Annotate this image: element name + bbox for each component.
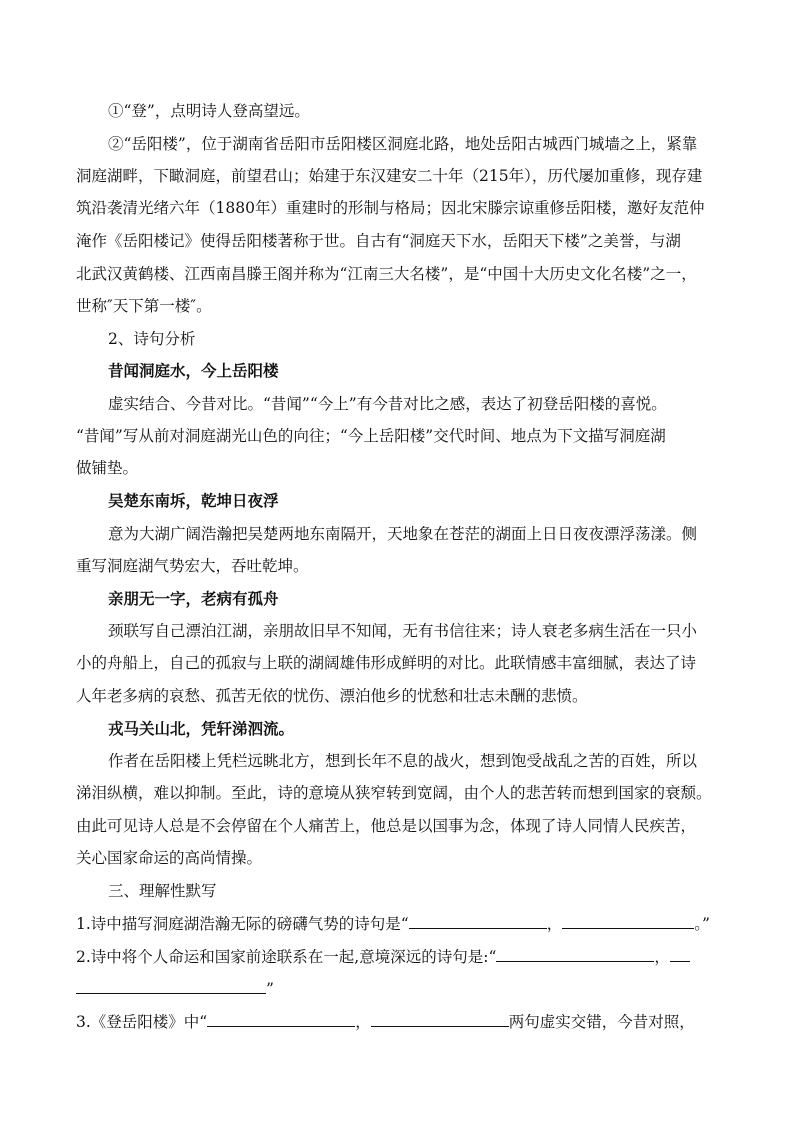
paragraph-line: 北武汉黄鹤楼、江西南昌滕王阁并称为“江南三大名楼”，是“中国十大历史文化名楼”之一， xyxy=(76,265,697,283)
note-1-deng: ①“登”，点明诗人登高望远。 xyxy=(108,102,310,120)
question-2-prompt: 2.诗中将个人命运和国家前途联系在一起,意境深远的诗句是:“ xyxy=(76,948,497,966)
question-2-continued xyxy=(76,977,716,1000)
paragraph-line: 人年老多病的哀愁、孤苦无依的忧伤、漂泊他乡的忧愁和壮志未酬的悲愤。 xyxy=(76,687,588,705)
paragraph-line: 世称″天下第一楼″。 xyxy=(76,297,212,315)
question-2-end: ” xyxy=(266,980,274,998)
question-3 xyxy=(76,1010,716,1033)
paragraph-line: 涕泪纵横，难以抑制。至此，诗的意境从狭窄转到宽阔，由个人的悲苦转而想到国家的衰颓。 xyxy=(76,784,712,802)
question-3-prompt: 3.《登岳阳楼》中“ xyxy=(76,1013,208,1031)
section-heading-analysis: 2、诗句分析 xyxy=(108,330,196,348)
answer-blank-1a[interactable] xyxy=(409,912,547,929)
answer-blank-3a[interactable] xyxy=(207,1010,355,1027)
question-2-comma: ， xyxy=(654,948,670,966)
answer-blank-2b[interactable] xyxy=(670,945,690,962)
paragraph-line: 淹作《岳阳楼记》使得岳阳楼著称于世。自古有“洞庭天下水，岳阳天下楼”之美誉，与湖 xyxy=(76,232,681,250)
question-1-end: 。” xyxy=(694,915,710,933)
answer-blank-3b[interactable] xyxy=(371,1010,509,1027)
answer-blank-2c[interactable] xyxy=(76,977,266,994)
paragraph-line: 作者在岳阳楼上凭栏远眺北方，想到长年不息的战火，想到饱受战乱之苦的百姓，所以 xyxy=(108,752,698,770)
section-heading-dictation: 三、理解性默写 xyxy=(108,882,217,900)
question-1 xyxy=(76,912,716,935)
note-2-yueyanglou: ②“岳阳楼”，位于湖南省岳阳市岳阳楼区洞庭北路，地处岳阳古城西门城墙之上，紧靠 xyxy=(108,135,698,153)
paragraph-line: 意为大湖广阔浩瀚把吴楚两地东南隔开，天地象在苍茫的湖面上日日夜夜漂浮荡漾。侧 xyxy=(108,525,698,543)
paragraph-line: 洞庭湖畔，下瞰洞庭，前望君山；始建于东汉建安二十年（215年），历代屡加重修，现存建 xyxy=(76,167,703,185)
paragraph-line: 筑沿袭清光绪六年（1880年）重建时的形制与格局；因北宋滕宗谅重修岳阳楼，邀好友范仲 xyxy=(76,199,705,217)
question-3-suffix: 两句虚实交错，今昔对照， xyxy=(508,1013,695,1031)
question-2 xyxy=(76,945,716,968)
paragraph-line: 由此可见诗人总是不会停留在个人痛苦上，他总是以国事为念，体现了诗人同情人民疾苦， xyxy=(76,817,697,835)
paragraph-line: 做铺垫。 xyxy=(76,459,139,477)
paragraph-line: 重写洞庭湖气势宏大，吞吐乾坤。 xyxy=(76,557,309,575)
paragraph-line: 颈联写自己漂泊江湖，亲朋故旧早不知闻，无有书信往来；诗人衰老多病生活在一只小 xyxy=(108,622,698,640)
verse-line-1: 昔闻洞庭水，今上岳阳楼 xyxy=(108,361,279,380)
verse-line-2: 吴楚东南坼，乾坤日夜浮 xyxy=(108,491,279,510)
question-3-comma: ， xyxy=(355,1013,371,1031)
paragraph-line: “昔闻”写从前对洞庭湖光山色的向往；“今上岳阳楼”交代时间、地点为下文描写洞庭湖 xyxy=(76,427,666,445)
question-1-comma: ， xyxy=(546,915,563,933)
paragraph-line: 关心国家命运的高尚情操。 xyxy=(76,849,263,867)
paragraph-line: 小的舟船上，自己的孤寂与上联的湖阔雄伟形成鲜明的对比。此联情感丰富细腻，表达了诗 xyxy=(76,654,697,672)
verse-line-4: 戎马关山北，凭轩涕泗流。 xyxy=(108,719,295,738)
verse-line-3: 亲朋无一字，老病有孤舟 xyxy=(108,589,279,608)
paragraph-line: 虚实结合、今昔对比。“昔闻”“今上”有今昔对比之感，表达了初登岳阳楼的喜悦。 xyxy=(108,395,667,413)
question-1-prompt: 1.诗中描写洞庭湖浩瀚无际的磅礴气势的诗句是“ xyxy=(76,915,409,933)
answer-blank-2a[interactable] xyxy=(496,945,654,962)
answer-blank-1b[interactable] xyxy=(562,912,694,929)
